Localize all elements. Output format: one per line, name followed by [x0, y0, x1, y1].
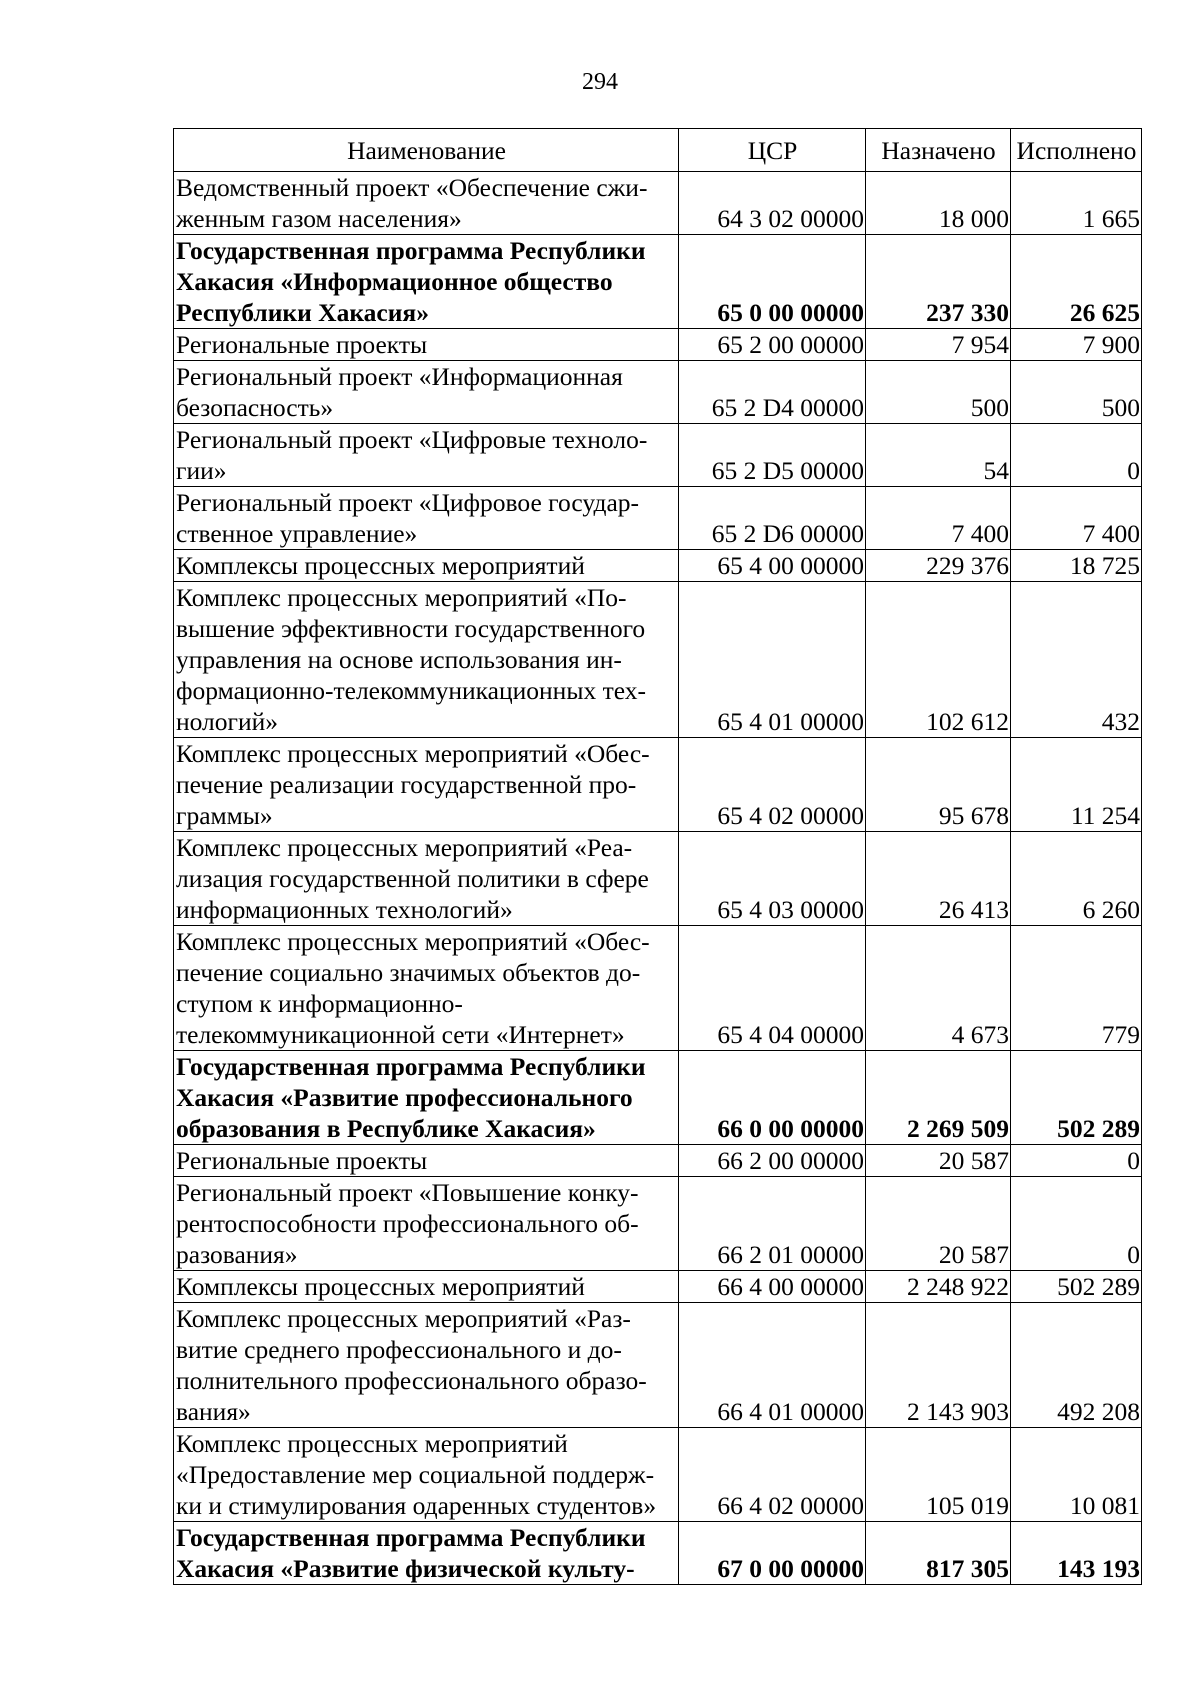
cell-name: Региональный проект «Цифровое государ- ственное управление» [174, 487, 679, 550]
cell-executed: 432 [1011, 582, 1142, 738]
cell-executed: 492 208 [1011, 1303, 1142, 1428]
cell-name: Комплекс процессных мероприятий «Раз- витие среднего профессионального и до- полнительного профессионального образо- вания» [174, 1303, 679, 1428]
table-row [174, 1177, 1142, 1271]
table-row [174, 1522, 1142, 1585]
cell-csr: 65 2 D4 00000 [679, 361, 866, 424]
cell-executed: 779 [1011, 926, 1142, 1051]
cell-executed: 502 289 [1011, 1051, 1142, 1145]
cell-assigned: 7 400 [866, 487, 1011, 550]
cell-csr: 65 2 D6 00000 [679, 487, 866, 550]
table-row [174, 487, 1142, 550]
cell-assigned: 229 376 [866, 550, 1011, 582]
cell-csr: 65 0 00 00000 [679, 235, 866, 329]
cell-csr: 66 4 00 00000 [679, 1271, 866, 1303]
cell-csr: 66 4 02 00000 [679, 1428, 866, 1522]
header-csr: ЦСР [679, 129, 866, 172]
cell-assigned: 4 673 [866, 926, 1011, 1051]
cell-name: Региональные проекты [174, 329, 679, 361]
cell-csr: 66 2 01 00000 [679, 1177, 866, 1271]
cell-name: Комплексы процессных мероприятий [174, 1271, 679, 1303]
cell-executed: 500 [1011, 361, 1142, 424]
cell-name: Комплекс процессных мероприятий «Обес- печение социально значимых объектов до- ступом к информационно- телекоммуникационной сети «Интернет» [174, 926, 679, 1051]
cell-csr: 65 4 04 00000 [679, 926, 866, 1051]
cell-executed: 0 [1011, 1177, 1142, 1271]
cell-executed: 0 [1011, 1145, 1142, 1177]
cell-assigned: 54 [866, 424, 1011, 487]
table-row [174, 1271, 1142, 1303]
cell-executed: 0 [1011, 424, 1142, 487]
cell-csr: 65 4 00 00000 [679, 550, 866, 582]
table-row [174, 1051, 1142, 1145]
cell-assigned: 817 305 [866, 1522, 1011, 1585]
cell-csr: 65 4 02 00000 [679, 738, 866, 832]
table-row [174, 329, 1142, 361]
table-row [174, 172, 1142, 235]
table-row [174, 1428, 1142, 1522]
cell-name: Региональные проекты [174, 1145, 679, 1177]
cell-csr: 65 4 01 00000 [679, 582, 866, 738]
cell-name: Комплекс процессных мероприятий «Предоставление мер социальной поддерж- ки и стимулирования одаренных студентов» [174, 1428, 679, 1522]
table-row [174, 832, 1142, 926]
cell-csr: 66 0 00 00000 [679, 1051, 866, 1145]
header-name: Наименование [174, 129, 679, 172]
cell-assigned: 102 612 [866, 582, 1011, 738]
cell-assigned: 95 678 [866, 738, 1011, 832]
cell-csr: 65 2 00 00000 [679, 329, 866, 361]
cell-executed: 143 193 [1011, 1522, 1142, 1585]
cell-executed: 502 289 [1011, 1271, 1142, 1303]
table-row [174, 1145, 1142, 1177]
cell-name: Комплекс процессных мероприятий «Реа- лизация государственной политики в сфере информационных технологий» [174, 832, 679, 926]
table-row [174, 582, 1142, 738]
header-executed: Исполнено [1011, 129, 1142, 172]
cell-assigned: 2 248 922 [866, 1271, 1011, 1303]
cell-name: Региональный проект «Повышение конку- рентоспособности профессионального об- разования» [174, 1177, 679, 1271]
cell-executed: 7 400 [1011, 487, 1142, 550]
cell-assigned: 7 954 [866, 329, 1011, 361]
table-row [174, 361, 1142, 424]
cell-assigned: 2 143 903 [866, 1303, 1011, 1428]
cell-name: Государственная программа Республики Хакасия «Информационное общество Республики Хакасия» [174, 235, 679, 329]
table-row [174, 235, 1142, 329]
cell-assigned: 500 [866, 361, 1011, 424]
cell-executed: 26 625 [1011, 235, 1142, 329]
table-row [174, 424, 1142, 487]
cell-assigned: 105 019 [866, 1428, 1011, 1522]
cell-csr: 67 0 00 00000 [679, 1522, 866, 1585]
cell-name: Комплекс процессных мероприятий «Обес- печение реализации государственной про- граммы» [174, 738, 679, 832]
cell-csr: 64 3 02 00000 [679, 172, 866, 235]
cell-assigned: 18 000 [866, 172, 1011, 235]
cell-csr: 65 2 D5 00000 [679, 424, 866, 487]
cell-assigned: 237 330 [866, 235, 1011, 329]
table-header-row [174, 129, 1142, 172]
header-assigned: Назначено [866, 129, 1011, 172]
cell-executed: 7 900 [1011, 329, 1142, 361]
table-body [174, 172, 1142, 1585]
cell-csr: 66 4 01 00000 [679, 1303, 866, 1428]
table-row [174, 738, 1142, 832]
table-row [174, 1303, 1142, 1428]
table-row [174, 926, 1142, 1051]
cell-assigned: 26 413 [866, 832, 1011, 926]
cell-assigned: 20 587 [866, 1177, 1011, 1271]
budget-execution-table [173, 128, 1142, 1585]
cell-name: Ведомственный проект «Обеспечение сжи- женным газом населения» [174, 172, 679, 235]
cell-assigned: 2 269 509 [866, 1051, 1011, 1145]
table-row [174, 550, 1142, 582]
cell-executed: 11 254 [1011, 738, 1142, 832]
cell-name: Комплекс процессных мероприятий «По- вышение эффективности государственного управления на основе использования ин- формационно-телекоммуникационных тех- нологий» [174, 582, 679, 738]
cell-executed: 10 081 [1011, 1428, 1142, 1522]
cell-csr: 66 2 00 00000 [679, 1145, 866, 1177]
cell-executed: 1 665 [1011, 172, 1142, 235]
cell-csr: 65 4 03 00000 [679, 832, 866, 926]
cell-name: Региональный проект «Информационная безопасность» [174, 361, 679, 424]
page-number: 294 [582, 69, 618, 95]
cell-assigned: 20 587 [866, 1145, 1011, 1177]
cell-name: Государственная программа Республики Хакасия «Развитие физической культу- [174, 1522, 679, 1585]
cell-executed: 18 725 [1011, 550, 1142, 582]
cell-name: Государственная программа Республики Хакасия «Развитие профессионального образования в Республике Хакасия» [174, 1051, 679, 1145]
cell-name: Комплексы процессных мероприятий [174, 550, 679, 582]
cell-executed: 6 260 [1011, 832, 1142, 926]
cell-name: Региональный проект «Цифровые техноло- гии» [174, 424, 679, 487]
